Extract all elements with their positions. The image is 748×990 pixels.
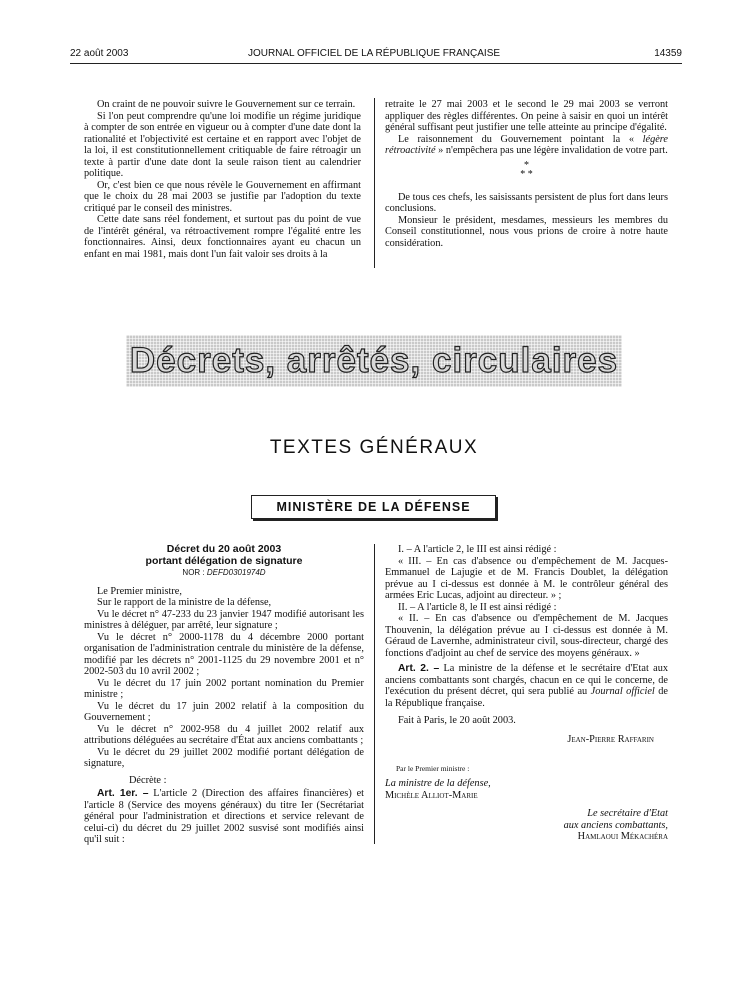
paragraph: On craint de ne pouvoir suivre le Gouvernement sur ce terrain. <box>97 99 356 110</box>
secretaire-name: Hamlaoui Mékachéra <box>577 831 668 842</box>
par-le-premier-ministre: Par le Premier ministre : <box>396 764 470 773</box>
article-label: Art. 1er. – <box>97 788 149 799</box>
paragraph <box>385 134 668 157</box>
section-banner <box>126 335 622 387</box>
paragraph: II. – A l'article 8, le II est ainsi rédigé : <box>398 601 557 613</box>
signatory-name: Jean-Pierre Raffarin <box>567 733 654 745</box>
asterism-top: * <box>524 159 529 171</box>
paragraph: Monsieur le président, mesdames, messieurs les membres du Conseil constitutionnel, nous vous prions de croire à notre haute considération. <box>385 214 668 249</box>
paragraph: Vu le décret du 17 juin 2002 relatif à la composition du Gouvernement ; <box>84 700 364 723</box>
decree-subtitle: portant délégation de signature <box>145 554 303 567</box>
ministry-title: MINISTÈRE DE LA DÉFENSE <box>276 500 471 514</box>
paragraph: Vu le décret du 29 juillet 2002 modifié portant délégation de signature, <box>84 746 364 769</box>
decree-title: Décret du 20 août 2003 <box>166 543 282 555</box>
paragraph: De tous ces chefs, les saisissants persistent de plus fort dans leurs conclusions. <box>385 191 668 214</box>
emphasis: Journal officiel <box>590 686 655 697</box>
paragraph: Vu le décret n° 2002-958 du 4 juillet 2002 relatif aux attributions déléguées au secrétaire d'État aux anciens combattants ; <box>84 723 364 746</box>
ministre-name: Michèle Alliot-Marie <box>385 789 478 801</box>
column-separator <box>374 98 375 268</box>
paragraph: retraite le 27 mai 2003 et le second le 29 mai 2003 se verront appliquer des règles différentes. On peine à saisir en quoi un intérêt général suffisant peut justifier une telle atteinte au principe d'égalité. <box>385 99 668 133</box>
paragraph: Sur le rapport de la ministre de la défense, <box>97 597 272 608</box>
header-page: 14359 <box>654 48 682 59</box>
fait-line: Fait à Paris, le 20 août 2003. <box>398 715 516 726</box>
asterism-bottom: * * <box>520 168 533 180</box>
paragraph: Vu le décret du 17 juin 2002 portant nomination du Premier ministre ; <box>84 677 364 700</box>
decree-left-column <box>84 544 364 846</box>
article-label: Art. 2. – <box>398 663 440 674</box>
article-text: L'article 2 (Direction des affaires financières) et l'article 8 (Service des moyens généraux) du titre Ier (Secrétariat général pour l'administration et directions et service relevant de celui-ci) du décret du 29 juillet 2002 susvisé sont modifiés ainsi qu'il suit : <box>84 788 365 845</box>
banner-title: Décrets, arrêtés, circulaires <box>129 341 619 380</box>
section-heading: TEXTES GÉNÉRAUX <box>269 437 479 458</box>
ministry-box <box>251 495 496 519</box>
paragraph: Si l'on peut comprendre qu'une loi modifie un régime juridique à compter de son entrée en vigueur ou à compter d'une date dont la rationalité et l'objectivité est certaine et en rapport avec l'objet de la loi, il est constitutionnellement critiquable de faire rétroagir un texte à partir d'une date dont la seule raison tient au calendrier politique. <box>84 110 361 179</box>
article-1 <box>84 788 364 846</box>
paragraph: « II. – En cas d'absence ou d'empêchement de M. Jacques Thouvenin, la délégation prévue au I ci-dessus est donnée à M. Géraud de Lavernhe, administrateur civil, sous-directeur, chargé des fonctions d'adjoint au chef de service des moyens généraux. » <box>385 613 668 659</box>
header-rule <box>70 63 682 64</box>
secretaire-role: Le secrétaire d'Etat <box>587 808 668 819</box>
nor-code: DEFD0301974D <box>206 568 266 577</box>
nor-label: NOR : <box>182 568 207 577</box>
paragraph: Cette date sans réel fondement, et surtout pas du point de vue de l'intérêt général, va rétroactivement rompre l'égalité entre les fonctionnaires. Ainsi, deux fonctionnaires ayant eu chacun un enfant en mai 1981, mais dont l'un fait valoir ses droits à la <box>84 214 361 260</box>
paragraph: Or, c'est bien ce que nous révèle le Gouvernement en affirmant que le choix du 28 mai 2003 se justifie par l'adoption du texte critiqué par le conseil des ministres. <box>84 179 361 214</box>
column-separator <box>374 544 375 844</box>
paragraph: Le Premier ministre, <box>97 585 182 597</box>
paragraph: « III. – En cas d'absence ou d'empêchement de M. Jacques-Emmanuel de Lajugie et de M. Francis Doublet, la délégation prévue au I ci-dessus est donnée à M. le contrôleur général des armées Eric Lucas, adjoint au directeur. » ; <box>385 555 668 601</box>
nor-reference <box>84 567 364 579</box>
ministre-role: La ministre de la défense, <box>385 778 491 789</box>
article-text: de la République française. <box>385 686 668 709</box>
article-text: La ministre de la défense et le secrétaire d'Etat aux anciens combattants sont chargés, chacun en ce qui le concerne, de l'exécution du présent décret, qui sera publié au <box>385 663 668 697</box>
article-2 <box>385 663 668 709</box>
header-title: JOURNAL OFFICIEL DE LA RÉPUBLIQUE FRANÇAISE <box>247 48 501 59</box>
ministre-signature <box>385 778 585 801</box>
decrete-line: Décrète : <box>129 774 167 786</box>
emphasis: légère rétroactivité <box>385 133 668 156</box>
paragraph: I. – A l'article 2, le III est ainsi rédigé : <box>398 544 557 555</box>
top-left-column <box>84 99 361 260</box>
paragraph: Vu le décret n° 2000-1178 du 4 décembre 2000 portant organisation de l'administration centrale du ministère de la défense, modifié par les décrets n° 2001-1125 du 29 novembre 2001 et n° 2002-503 du 10 avril 2002 ; <box>84 631 364 677</box>
secretaire-role-2: aux anciens combattants, <box>563 819 668 831</box>
paragraph: Vu le décret n° 47-233 du 23 janvier 1947 modifié autorisant les ministres à déléguer, par arrêté, leur signature ; <box>84 608 364 631</box>
header-date: 22 août 2003 <box>70 48 129 59</box>
text-run: » n'empêchera pas une légère invalidation de votre part. <box>435 145 668 156</box>
top-right-column <box>385 99 668 249</box>
secretaire-signature <box>500 808 668 843</box>
text-run: Le raisonnement du Gouvernement pointant la « <box>398 133 643 145</box>
decree-right-column <box>385 544 668 745</box>
